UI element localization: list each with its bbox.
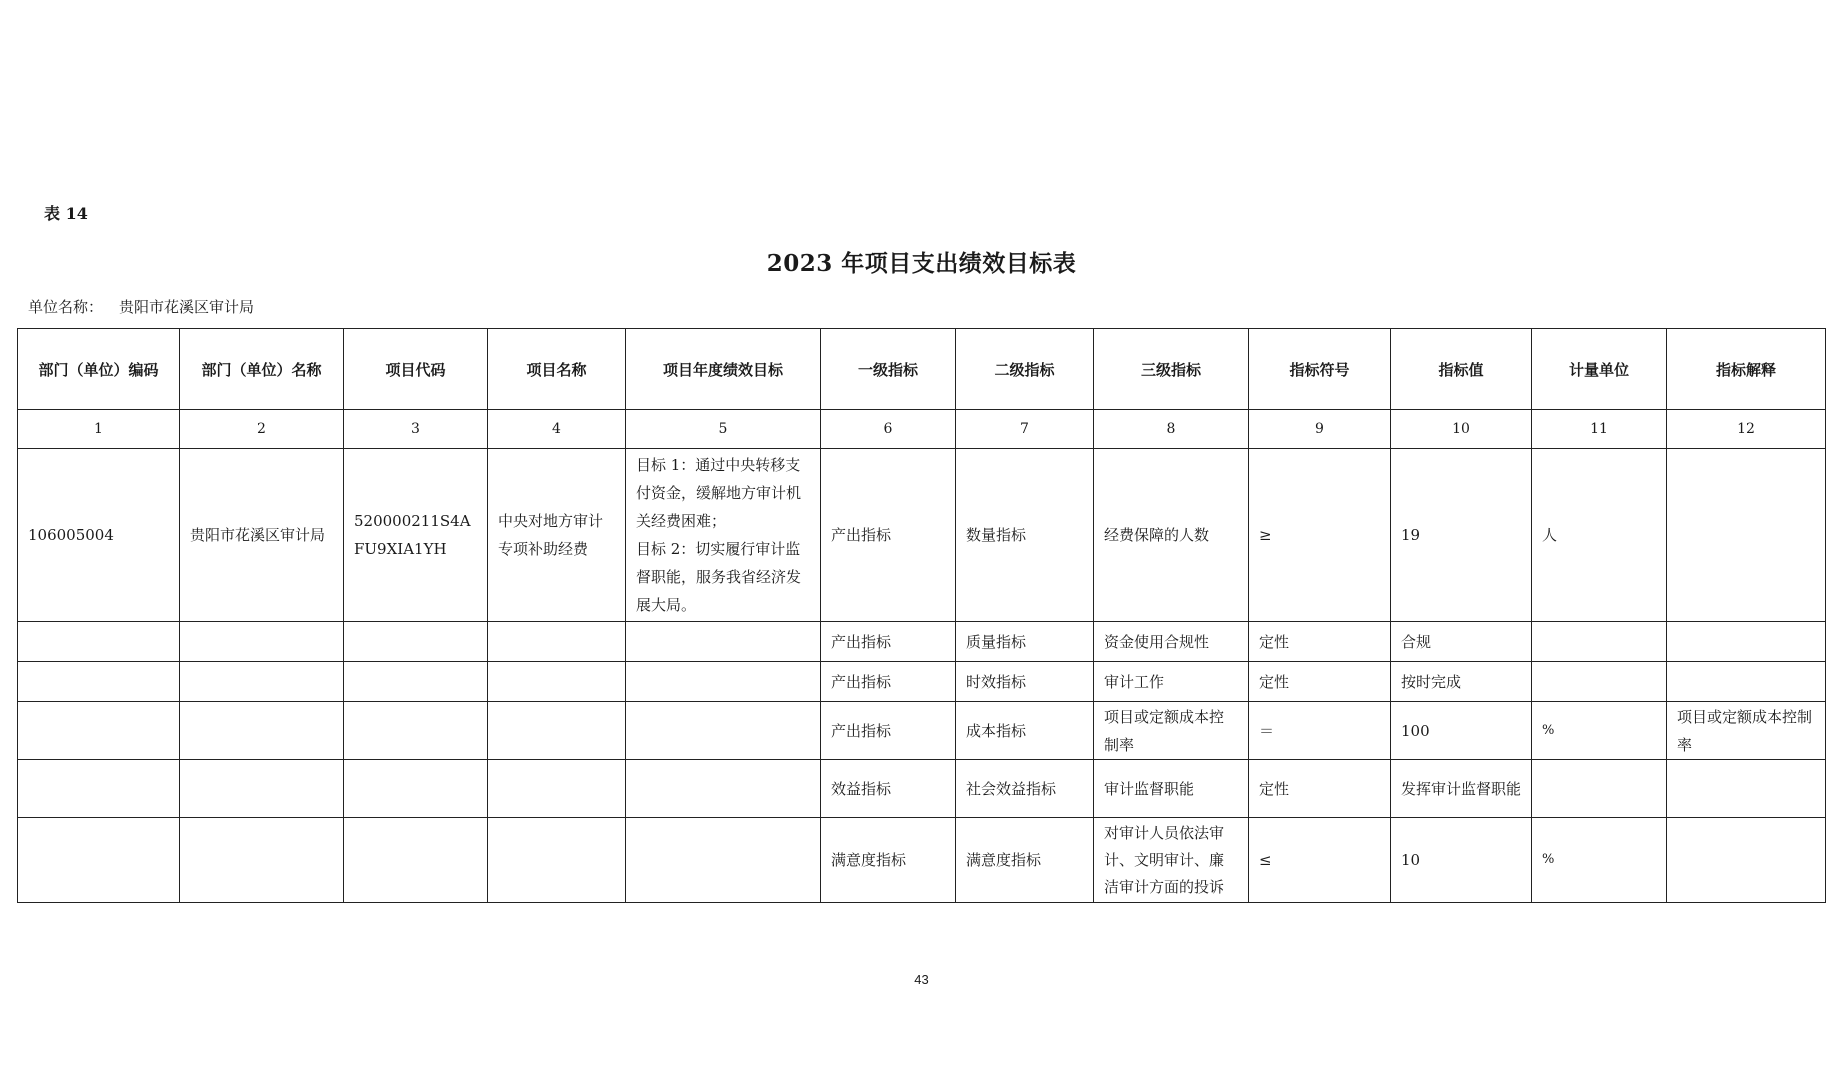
level3-indicator-cell: 资金使用合规性 [1094, 622, 1249, 662]
column-number-row [18, 410, 1826, 449]
column-number: 10 [1391, 410, 1532, 449]
dept-name-cell [180, 818, 344, 903]
level3-indicator-cell: 经费保障的人数 [1094, 449, 1249, 622]
header-level1-indicator: 一级指标 [821, 329, 956, 410]
annual-goal-cell [626, 622, 821, 662]
unit-cell [1532, 622, 1667, 662]
annual-goal-cell [626, 702, 821, 760]
dept-name-cell [180, 702, 344, 760]
level1-indicator-cell: 效益指标 [821, 760, 956, 818]
column-number: 9 [1249, 410, 1391, 449]
annual-goal-cell [626, 662, 821, 702]
level1-indicator-cell: 产出指标 [821, 702, 956, 760]
project-name-cell [488, 622, 626, 662]
level1-indicator-cell: 产出指标 [821, 622, 956, 662]
table-row [18, 622, 1826, 662]
project-name-cell: 中央对地方审计专项补助经费 [488, 449, 626, 622]
indicator-value-cell: 发挥审计监督职能 [1391, 760, 1532, 818]
header-dept-code: 部门（单位）编码 [18, 329, 180, 410]
table-header-row [18, 329, 1826, 410]
indicator-value-cell: 按时完成 [1391, 662, 1532, 702]
level2-indicator-cell: 社会效益指标 [956, 760, 1094, 818]
table-row [18, 760, 1826, 818]
dept-name-cell [180, 760, 344, 818]
project-name-cell [488, 662, 626, 702]
header-level3-indicator: 三级指标 [1094, 329, 1249, 410]
indicator-symbol-cell: ＝ [1249, 702, 1391, 760]
level3-indicator-cell: 审计监督职能 [1094, 760, 1249, 818]
annual-goal-cell: 目标 1：通过中央转移支付资金，缓解地方审计机关经费困难； 目标 2：切实履行审计监督职能，服务我省经济发展大局。 [626, 449, 821, 622]
indicator-symbol-cell: ≥ [1249, 449, 1391, 622]
column-number: 11 [1532, 410, 1667, 449]
dept-name-cell [180, 662, 344, 702]
indicator-symbol-cell: 定性 [1249, 760, 1391, 818]
unit-name-line [28, 296, 254, 317]
column-number: 2 [180, 410, 344, 449]
dept-code-cell [18, 760, 180, 818]
document-title: 2023 年项目支出绩效目标表 [766, 250, 1077, 277]
header-unit: 计量单位 [1532, 329, 1667, 410]
project-name-cell [488, 818, 626, 903]
table-label: 表 14 [44, 204, 88, 223]
level1-indicator-cell: 产出指标 [821, 449, 956, 622]
performance-target-table [17, 328, 1826, 903]
project-code-cell: 520000211S4AFU9XIA1YH [344, 449, 488, 622]
dept-code-cell [18, 818, 180, 903]
project-code-cell [344, 702, 488, 760]
indicator-symbol-cell: 定性 [1249, 622, 1391, 662]
explanation-cell [1667, 622, 1826, 662]
header-explanation: 指标解释 [1667, 329, 1826, 410]
indicator-value-cell: 100 [1391, 702, 1532, 760]
column-number: 4 [488, 410, 626, 449]
annual-goal-cell [626, 818, 821, 903]
indicator-value-cell: 合规 [1391, 622, 1532, 662]
header-indicator-symbol: 指标符号 [1249, 329, 1391, 410]
table-row [18, 449, 1826, 622]
level2-indicator-cell: 时效指标 [956, 662, 1094, 702]
project-code-cell [344, 622, 488, 662]
unit-cell [1532, 760, 1667, 818]
project-code-cell [344, 818, 488, 903]
header-indicator-value: 指标值 [1391, 329, 1532, 410]
level3-indicator-cell: 审计工作 [1094, 662, 1249, 702]
page-number: 43 [914, 972, 929, 987]
level3-indicator-cell: 项目或定额成本控制率 [1094, 702, 1249, 760]
level2-indicator-cell: 满意度指标 [956, 818, 1094, 903]
explanation-cell [1667, 760, 1826, 818]
dept-name-cell: 贵阳市花溪区审计局 [180, 449, 344, 622]
column-number: 3 [344, 410, 488, 449]
indicator-value-cell: 10 [1391, 818, 1532, 903]
table-row [18, 702, 1826, 760]
project-code-cell [344, 760, 488, 818]
table-row [18, 662, 1826, 702]
explanation-cell [1667, 449, 1826, 622]
column-number: 12 [1667, 410, 1826, 449]
dept-name-cell [180, 622, 344, 662]
dept-code-cell [18, 662, 180, 702]
unit-cell: % [1532, 702, 1667, 760]
dept-code-cell [18, 702, 180, 760]
unit-name-value: 贵阳市花溪区审计局 [119, 298, 255, 316]
header-dept-name: 部门（单位）名称 [180, 329, 344, 410]
project-name-cell [488, 702, 626, 760]
header-project-name: 项目名称 [488, 329, 626, 410]
unit-cell [1532, 662, 1667, 702]
project-code-cell [344, 662, 488, 702]
unit-name-label: 单位名称： [28, 298, 104, 316]
column-number: 6 [821, 410, 956, 449]
project-name-cell [488, 760, 626, 818]
explanation-cell: 项目或定额成本控制率 [1667, 702, 1826, 760]
level2-indicator-cell: 数量指标 [956, 449, 1094, 622]
level3-indicator-cell: 对审计人员依法审计、文明审计、廉洁审计方面的投诉 [1094, 818, 1249, 903]
dept-code-cell [18, 622, 180, 662]
explanation-cell [1667, 818, 1826, 903]
level2-indicator-cell: 成本指标 [956, 702, 1094, 760]
explanation-cell [1667, 662, 1826, 702]
header-annual-goal: 项目年度绩效目标 [626, 329, 821, 410]
annual-goal-cell [626, 760, 821, 818]
level1-indicator-cell: 满意度指标 [821, 818, 956, 903]
table-row [18, 818, 1826, 903]
indicator-symbol-cell: ≤ [1249, 818, 1391, 903]
level1-indicator-cell: 产出指标 [821, 662, 956, 702]
unit-cell: % [1532, 818, 1667, 903]
unit-cell: 人 [1532, 449, 1667, 622]
level2-indicator-cell: 质量指标 [956, 622, 1094, 662]
header-level2-indicator: 二级指标 [956, 329, 1094, 410]
column-number: 1 [18, 410, 180, 449]
column-number: 7 [956, 410, 1094, 449]
column-number: 5 [626, 410, 821, 449]
dept-code-cell: 106005004 [18, 449, 180, 622]
header-project-code: 项目代码 [344, 329, 488, 410]
column-number: 8 [1094, 410, 1249, 449]
indicator-value-cell: 19 [1391, 449, 1532, 622]
indicator-symbol-cell: 定性 [1249, 662, 1391, 702]
